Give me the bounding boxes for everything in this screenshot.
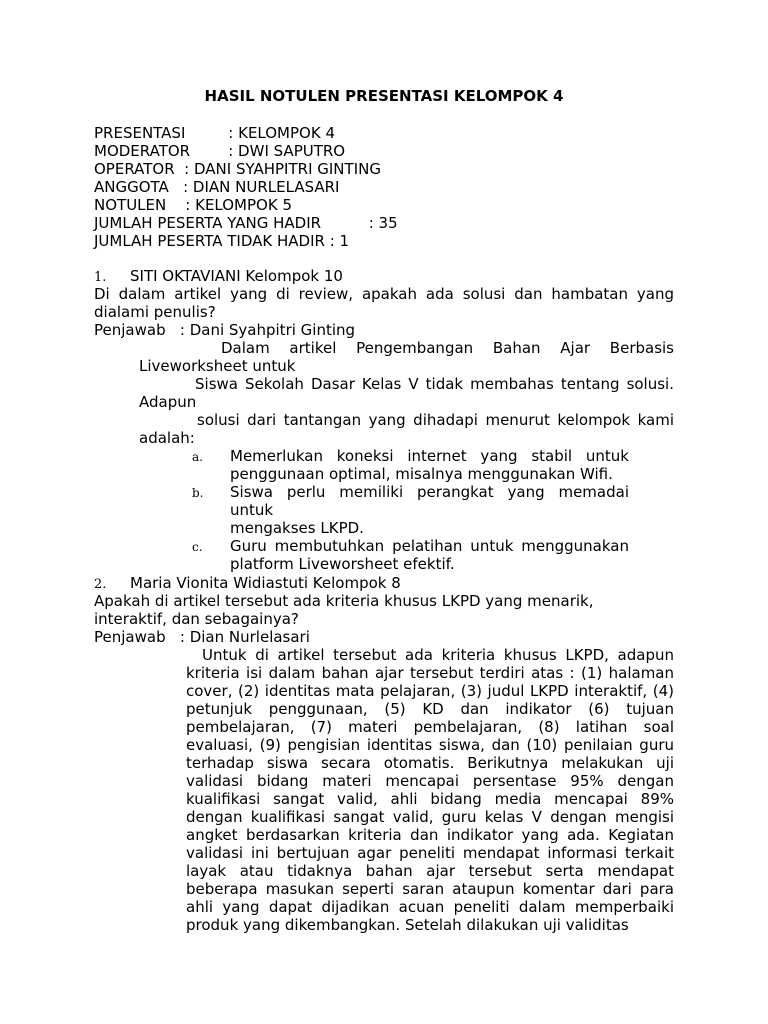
meta-label: OPERATOR — [94, 160, 185, 178]
answerer-line: Penjawab : Dian Nurlelasari — [94, 628, 310, 646]
list-marker: b. — [192, 486, 204, 500]
answer-line: Dalam artikel Pengembangan Bahan Ajar Berbasis — [221, 339, 674, 357]
meta-label: ANGGOTA — [94, 178, 184, 196]
question-header — [94, 267, 674, 285]
answer-line: Siswa Sekolah Dasar Kelas V tidak membahas tentang solusi. — [195, 375, 674, 393]
meta-row-moderator — [94, 142, 674, 160]
meta-row-presentasi — [94, 124, 674, 142]
question-section-1 — [94, 267, 674, 573]
question-asker: SITI OKTAVIANI Kelompok 10 — [130, 267, 343, 285]
document-title: HASIL NOTULEN PRESENTASI KELOMPOK 4 — [204, 87, 564, 105]
question-text: Di dalam artikel yang di review, apakah ada solusi dan hambatan yang dialami penulis? — [94, 285, 674, 321]
meta-value: : DANI SYAHPITRI GINTING — [184, 160, 381, 178]
meta-value: : 35 — [368, 214, 398, 232]
question-text: Apakah di artikel tersebut ada kriteria khusus LKPD yang menarik, — [94, 592, 594, 610]
answer-line: solusi dari tantangan yang dihadapi menurut kelompok kami — [197, 411, 674, 429]
list-item-text: Memerlukan koneksi internet yang stabil untuk — [230, 447, 629, 465]
meta-value: : DWI SAPUTRO — [228, 142, 346, 160]
answer-list — [190, 447, 629, 573]
question-section-2 — [94, 574, 674, 934]
list-item-text: Guru membutuhkan pelatihan untuk menggunakan — [230, 537, 629, 555]
list-item — [190, 537, 629, 573]
answerer-line: Penjawab : Dani Syahpitri Ginting — [94, 321, 356, 339]
question-number: 1. — [94, 270, 107, 285]
meta-value: : KELOMPOK 5 — [185, 196, 293, 214]
meta-label: JUMLAH PESERTA TIDAK HADIR — [94, 232, 330, 250]
meta-label: JUMLAH PESERTA YANG HADIR — [94, 214, 369, 232]
answer-line: Adapun — [139, 393, 197, 411]
list-marker: c. — [192, 540, 203, 554]
answer-paragraph: Untuk di artikel tersebut ada kriteria khusus LKPD, adapun kriteria isi dalam bahan ajar tersebut terdiri atas : (1) halaman cover, (2) identitas mata pelajaran, (3) judul LKPD interaktif, (4) petunjuk penggunaan, (5) KD dan indikator (6) tujuan pembelajaran, (7) materi pembelajaran, (8) latihan soal evaluasi, (9) pengisian identitas siswa, dan (10) penilaian guru terhadap siswa secara otomatis. Berikutnya melakukan uji validasi bidang materi mencapai persentase 95% dengan kualifikasi sangat valid, ahli bidang media mencapai 89% dengan kualifikasi sangat valid, guru kelas V dengan mengisi angket berdasarkan kriteria dan indikator yang ada. Kegiatan validasi ini bertujuan agar peneliti mendapat informasi terkait layak atau tidaknya bahan ajar tersebut serta mendapat beberapa masukan seperti saran ataupun komentar dari para ahli yang dapat dijadikan acuan peneliti dalam memperbaiki produk yang dikembangkan. Setelah dilakukan uji validitas — [186, 646, 674, 934]
list-marker: a. — [192, 450, 203, 464]
list-item-text: Siswa perlu memiliki perangkat yang memadai untuk — [230, 483, 629, 519]
list-item — [190, 447, 629, 483]
list-item-text: platform Liveworsheet efektif. — [230, 555, 455, 573]
meta-row-peserta-hadir — [94, 214, 674, 232]
meta-value: : 1 — [329, 232, 350, 250]
list-item — [190, 483, 629, 537]
answer-body — [139, 339, 674, 447]
answer-line: adalah: — [139, 429, 195, 447]
meta-label: MODERATOR — [94, 142, 229, 160]
question-asker: Maria Vionita Widiastuti Kelompok 8 — [130, 574, 401, 592]
meta-block — [94, 124, 674, 250]
meta-value: : DIAN NURLELASARI — [183, 178, 340, 196]
question-text: interaktif, dan sebagainya? — [94, 610, 299, 628]
meta-row-anggota — [94, 178, 674, 196]
meta-row-notulen — [94, 196, 674, 214]
meta-row-operator — [94, 160, 674, 178]
question-number: 2. — [94, 577, 107, 592]
meta-value: : KELOMPOK 4 — [228, 124, 336, 142]
answer-line: Liveworksheet untuk — [139, 357, 296, 375]
meta-label: NOTULEN — [94, 196, 186, 214]
list-item-text: mengakses LKPD. — [230, 519, 364, 537]
meta-row-peserta-tidak-hadir — [94, 232, 674, 250]
meta-label: PRESENTASI — [94, 124, 229, 142]
list-item-text: penggunaan optimal, misalnya menggunakan Wifi. — [230, 465, 613, 483]
question-header — [94, 574, 674, 592]
